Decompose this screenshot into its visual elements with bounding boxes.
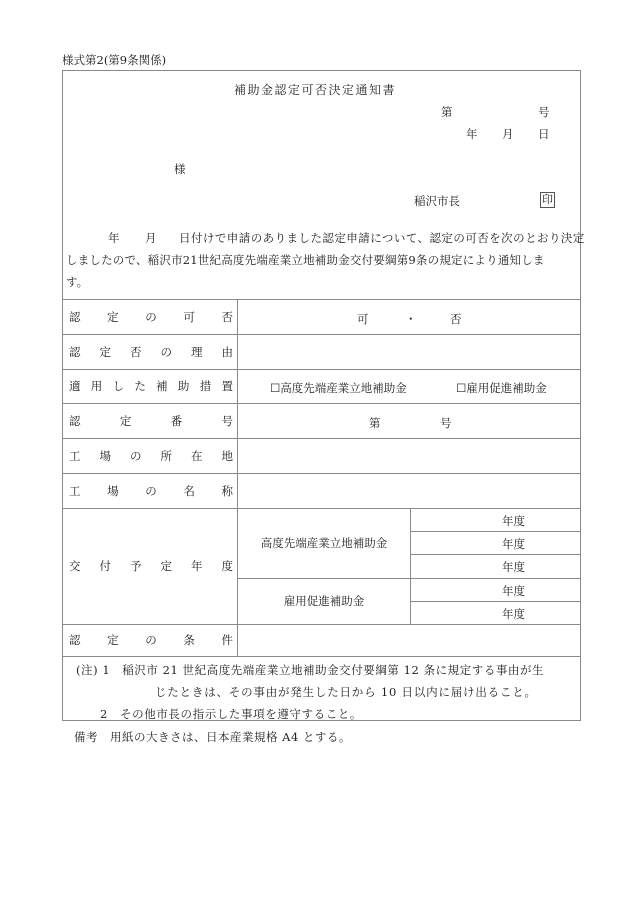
date-month: 月 (502, 127, 514, 141)
label-char: 定 (107, 633, 119, 647)
label-char: の (130, 448, 142, 463)
label-conditions (69, 624, 233, 656)
label-char: の (145, 483, 157, 498)
label-char: 認 (69, 413, 81, 428)
label-char: 場 (107, 483, 119, 498)
body-date-month: 月 (145, 231, 157, 245)
year-label: 年度 (502, 607, 525, 621)
label-char: た (134, 379, 146, 393)
label-char: 定 (119, 413, 132, 428)
remarks: 備考 用紙の大きさは、日本産業規格 A4 とする。 (74, 730, 351, 744)
label-char: 定 (107, 309, 119, 324)
label-char: 年 (191, 559, 203, 573)
label-char: 定 (99, 344, 111, 359)
note-1-line-1: (注) 1 稲沢市 21 世紀高度先端産業立地補助金交付要綱第 12 条に規定する事由が生 (76, 663, 545, 677)
rejection-reason-field[interactable] (242, 340, 578, 366)
factory-location-field[interactable] (242, 444, 578, 470)
label-char: 置 (221, 379, 233, 393)
issuer: 稲沢市長 (414, 194, 460, 208)
label-char: 適 (69, 379, 81, 393)
label-char: 在 (191, 448, 203, 463)
label-char: 号 (221, 413, 233, 428)
label-char: 交 (69, 559, 81, 573)
approval-no[interactable]: 否 (450, 312, 462, 326)
label-char: 付 (99, 559, 111, 573)
year-divider (410, 554, 581, 555)
body-line-2: しましたので、稲沢市21世紀高度先端産業立地補助金交付要綱第9条の規定により通知しま (66, 253, 545, 267)
label-cert-number (69, 403, 233, 438)
factory-name-field[interactable] (242, 479, 578, 505)
label-applied-measures (69, 369, 233, 403)
label-char: 用 (90, 379, 103, 393)
cert-number-prefix: 第 (369, 416, 381, 430)
label-char: 定 (160, 559, 172, 573)
label-char: 認 (69, 344, 81, 359)
subcolumn-divider (410, 508, 411, 624)
approval-dot: ・ (405, 312, 417, 326)
label-char: 予 (130, 559, 142, 573)
measure-option-employment[interactable]: ☐雇用促進補助金 (456, 381, 547, 395)
seal-mark (540, 192, 555, 208)
label-char: 否 (221, 309, 233, 324)
label-char: 件 (221, 633, 233, 647)
body-date-year: 年 (108, 231, 120, 245)
document-title: 補助金認定可否決定通知書 (233, 83, 396, 97)
label-char: 否 (130, 344, 142, 359)
approval-yes[interactable]: 可 (357, 312, 369, 326)
note-1-line-2: じたときは、その事由が発生した日から 10 日以内に届け出ること。 (155, 685, 537, 699)
year-label: 年度 (502, 584, 525, 598)
date-year: 年 (466, 127, 478, 141)
label-char: 工 (69, 448, 81, 463)
label-char: 名 (183, 483, 195, 498)
label-char: 条 (183, 633, 195, 647)
doc-number-prefix: 第 (441, 105, 453, 119)
body-line-1: 日付けで申請のありました認定申請について、認定の可否を次のとおり決定 (179, 231, 585, 245)
label-approval (69, 299, 233, 334)
conditions-field[interactable] (242, 628, 578, 652)
date-day: 日 (538, 127, 550, 141)
label-char: 所 (160, 448, 172, 463)
label-grant-year (69, 508, 233, 624)
label-rejection-reason (69, 334, 233, 369)
label-char: 称 (221, 483, 233, 498)
label-char: し (112, 379, 125, 393)
year-label: 年度 (502, 514, 525, 528)
label-char: 番 (170, 413, 183, 428)
year-label: 年度 (502, 560, 525, 574)
label-char: 工 (69, 483, 81, 498)
body-line-3: す。 (66, 275, 89, 289)
label-char: 認 (69, 309, 81, 324)
label-char: の (160, 344, 172, 359)
label-char: 措 (199, 379, 212, 393)
label-char: の (145, 633, 157, 647)
form-number: 様式第2(第9条関係) (62, 53, 167, 67)
subsidy-advanced: 高度先端産業立地補助金 (260, 536, 388, 550)
year-label: 年度 (502, 537, 525, 551)
label-char: 認 (69, 633, 81, 647)
note-2: 2 その他市長の指示した事項を遵守すること。 (100, 707, 363, 721)
label-char: 助 (177, 379, 190, 393)
subsidy-employment: 雇用促進補助金 (283, 594, 365, 608)
measure-option-advanced[interactable]: ☐高度先端産業立地補助金 (270, 381, 407, 395)
doc-number-suffix: 号 (538, 105, 550, 119)
seal-icon: 印 (542, 193, 553, 206)
label-char: 場 (99, 448, 111, 463)
label-char: 理 (191, 344, 203, 359)
year-divider (410, 601, 581, 602)
label-char: 地 (221, 448, 233, 463)
label-char: 度 (221, 559, 233, 573)
label-factory-location (69, 438, 233, 473)
label-char: 由 (221, 344, 233, 359)
label-char: 補 (156, 379, 168, 393)
addressee-suffix: 様 (174, 162, 186, 176)
label-char: 可 (183, 309, 195, 324)
row-divider (62, 656, 581, 657)
cert-number-suffix: 号 (440, 416, 452, 430)
label-char: の (145, 309, 157, 324)
year-divider (410, 531, 581, 532)
label-factory-name (69, 473, 233, 508)
